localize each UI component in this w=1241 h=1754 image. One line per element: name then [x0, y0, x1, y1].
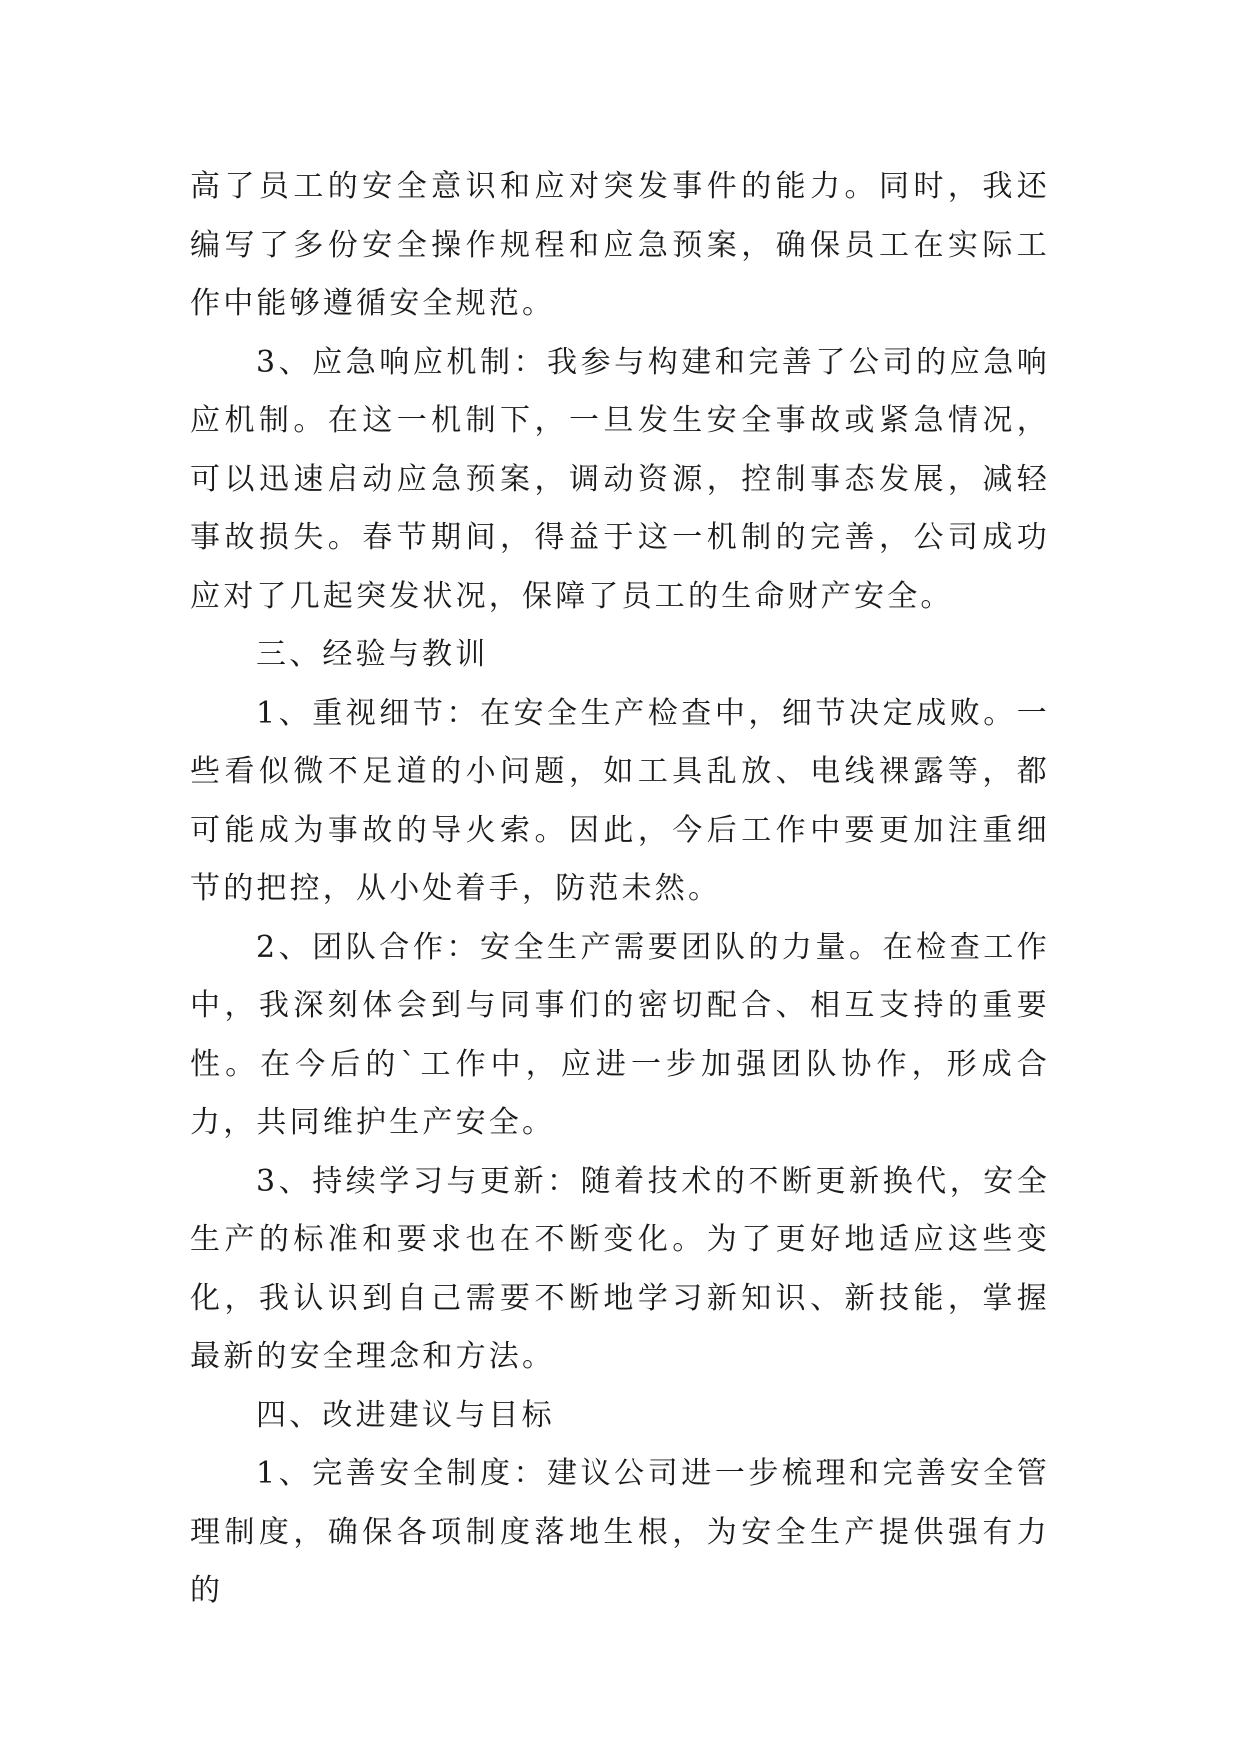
paragraph-attention-to-detail: 1、重视细节：在安全生产检查中，细节决定成败。一些看似微不足道的小问题，如工具乱放、电线裸露等，都可能成为事故的导火索。因此，今后工作中要更加注重细节的把控，从小处着手，防范未然。 — [190, 695, 1050, 906]
paragraph-teamwork: 2、团队合作：安全生产需要团队的力量。在检查工作中，我深刻体会到与同事们的密切配合、相互支持的重要性。在今后的`工作中，应进一步加强团队协作，形成合力，共同维护生产安全。 — [190, 929, 1050, 1140]
section-heading-lessons: 三、经验与教训 — [256, 637, 489, 672]
paragraph-emergency-response: 3、应急响应机制：我参与构建和完善了公司的应急响应机制。在这一机制下，一旦发生安全事故或紧急情况，可以迅速启动应急预案，调动资源，控制事态发展，减轻事故损失。春节期间，得益于这一机制的完善，公司成功应对了几起突发状况，保障了员工的生命财产安全。 — [190, 344, 1050, 614]
paragraph-continuation: 高了员工的安全意识和应对突发事件的能力。同时，我还编写了多份安全操作规程和应急预案，确保员工在实际工作中能够遵循安全规范。 — [190, 169, 1050, 321]
document-body — [190, 158, 1050, 1621]
paragraph-safety-system: 1、完善安全制度：建议公司进一步梳理和完善安全管理制度，确保各项制度落地生根，为安全生产提供强有力的 — [190, 1456, 1050, 1608]
paragraph-continuous-learning: 3、持续学习与更新：随着技术的不断更新换代，安全生产的标准和要求也在不断变化。为了更好地适应这些变化，我认识到自己需要不断地学习新知识、新技能，掌握最新的安全理念和方法。 — [190, 1163, 1050, 1374]
section-heading-improvements: 四、改进建议与目标 — [256, 1397, 555, 1433]
